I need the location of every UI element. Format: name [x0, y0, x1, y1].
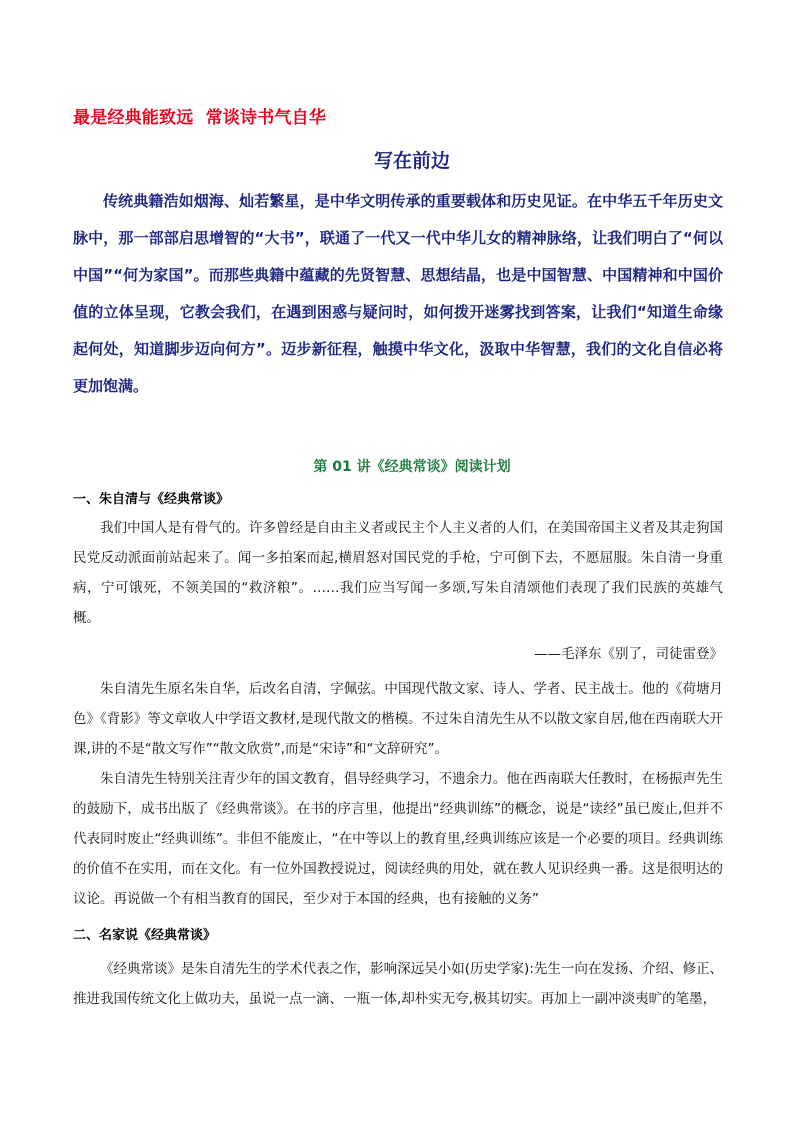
banner-heading: 最是经典能致远 常谈诗书气自华 [73, 108, 327, 128]
body-paragraph-book: 朱自清先生特别关注青少年的国文教育，倡导经典学习，不遗余力。他在西南联大任教时，在杨振声先生的鼓励下，成书出版了《经典常谈》。在书的序言里，他提出“经典训练”的概念，说是“读经”虽已废止,但并不代表同时废止“经典训练”。非但不能废止，“在中等以上的教育里,经典训练应该是一个必要的项目。经典训练的价值不在实用，而在文化。有一位外国教授说过，阅读经典的用处，就在教人见识经典一番。这是很明达的议论。再说做一个有相当教育的国民，至少对于本国的经典，也有接触的义务” [73, 771, 723, 907]
foreword-paragraph: 传统典籍浩如烟海、灿若繁星，是中华文明传承的重要载体和历史见证。在中华五千年历史文脉中，那一部部启思增智的“大书”，联通了一代又一代中华儿女的精神脉络，让我们明白了“何以中国”“何为家国”。而那些典籍中蕴藏的先贤智慧、思想结晶，也是中国智慧、中国精神和中国价值的立体呈现，它教会我们，在遇到困惑与疑问时，如何拨开迷雾找到答案，让我们“知道生命缘起何处，知道脚步迈向何方”。迈步新征程，触摸中华文化，汲取中华智慧，我们的文化自信必将更加饱满。 [73, 192, 723, 395]
quote-attribution: ——毛泽东《别了，司徒雷登》 [534, 646, 723, 662]
section1-quote-block [73, 513, 723, 633]
foreword-body [73, 183, 723, 405]
body-paragraph-critics: 《经典常谈》是朱自清先生的学术代表之作，影响深远吴小如(历史学家):先生一向在发扬、介绍、修正、推进我国传统文化上做功夫，虽说一点一滴、一瓶一体,却朴实无夸,极其切实。再加上一副冲淡夷旷的笔墨， [73, 961, 723, 1007]
section-heading-1: 一、朱自清与《经典常谈》 [73, 492, 230, 507]
body-paragraph-author: 朱自清先生原名朱自华，后改名自清，字佩弦。中国现代散文家、诗人、学者、民主战士。他的《荷塘月色》《背影》等文章收人中学语文教材,是现代散文的楷模。不过朱自清先生从不以散文家自居,他在西南联大开课,讲的不是“散文写作”“散文欣赏”,而是“宋诗”和“文辞研究”。 [73, 681, 723, 757]
section1-body [73, 674, 723, 914]
quote-paragraph: 我们中国人是有骨气的。许多曾经是自由主义者或民主个人主义者的人们，在美国帝国主义者及其走狗国民党反动派面前站起来了。闻一多拍案而起,横眉怒对国民党的手枪，宁可倒下去，不愿屈服。朱自清一身重病，宁可饿死，不领美国的“救济粮”。……我们应当写闻一多颂,写朱自清颂他们表现了我们民族的英雄气概。 [73, 520, 723, 626]
section2-body [73, 954, 723, 1014]
section-heading-2: 二、名家说《经典常谈》 [73, 928, 217, 943]
foreword-title: 写在前边 [373, 150, 450, 172]
lecture-title: 第 01 讲《经典常谈》阅读计划 [313, 459, 511, 475]
